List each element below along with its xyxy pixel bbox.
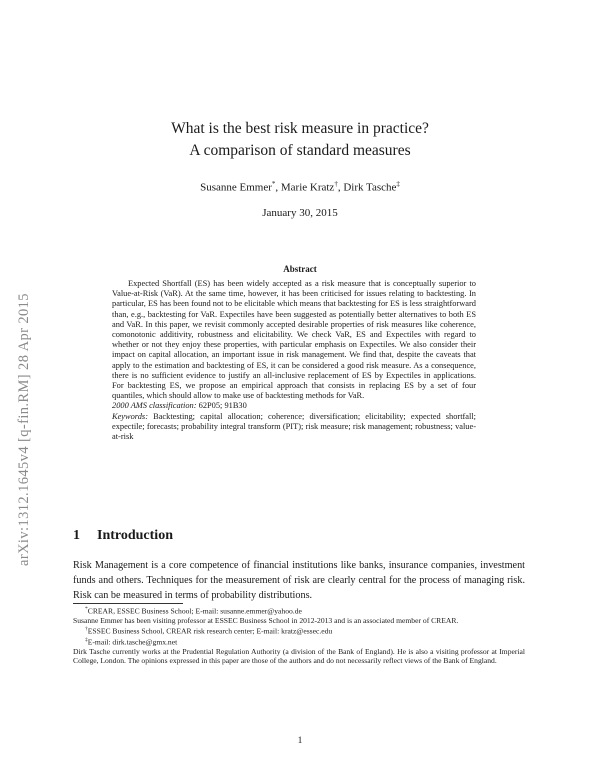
section-number: 1 <box>73 528 80 543</box>
introduction-paragraph: Risk Management is a core competence of financial institutions like banks, insurance companies, investment funds and others. Techniques for the measurement of risk are clearly central for the process of managing risk. Risk can be measured in terms of probability distributions. <box>73 560 525 601</box>
ams-classification-value: 62P05; 91B30 <box>198 401 247 411</box>
footnote-1-mark: * <box>85 606 88 612</box>
author-footnote-mark: † <box>334 180 338 188</box>
paper-title <box>0 118 600 162</box>
footnote-1 <box>73 605 525 616</box>
footnote-2-mark: † <box>85 626 88 633</box>
abstract-body: Expected Shortfall (ES) has been widely accepted as a risk measure that is conceptually superior to Value-at-Risk (VaR). At the same time, however, it has been criticised for issues relating to backtesting. In particular, ES has been found not to be elicitable which means that backtesting for ES is less straightforward than, e.g., backtesting for VaR. Expectiles have been suggested as potentially better alternatives to both ES and VaR. In this paper, we revisit commonly accepted desirable properties of risk measures like coherence, comonotonic additivity, robustness and elicitability. We check VaR, ES and Expectiles with regard to whether or not they enjoy these properties, with particular emphasis on Expectiles. We also consider their impact on capital allocation, an important issue in risk management. We find that, despite the caveats that apply to the estimation and backtesting of ES, it can be considered a good risk measure. As a consequence, there is no sufficient evidence to justify an all-inclusive replacement of ES by Expectiles in applications. For backtesting ES, we propose an empirical approach that consists in replacing ES by a set of four quantiles, which should allow to make use of backtesting methods for VaR. <box>112 279 476 401</box>
author-footnote-mark: * <box>271 180 276 188</box>
section-title: Introduction <box>97 528 173 543</box>
footnote-1-continuation: Susanne Emmer has been visiting professor at ESSEC Business School in 2012-2013 and is an associated member of CREAR. <box>73 615 459 625</box>
footnotes-block <box>73 605 525 665</box>
author-list: Susanne Emmer*, Marie Kratz†, Dirk Tasche‡ <box>200 180 400 194</box>
ams-classification <box>112 401 476 411</box>
abstract-block <box>112 279 476 442</box>
footnote-rule <box>73 603 183 604</box>
section-heading <box>73 528 173 544</box>
keywords-value: Backtesting; capital allocation; coherence; diversification; elicitability; expected shortfall; expectile; forecasts; probability integral transform (PIT); risk measure; risk management; robustness; value-at-risk <box>112 411 477 442</box>
author-footnote-mark: ‡ <box>396 180 400 188</box>
footnote-3-continuation: Dirk Tasche currently works at the Prudential Regulation Authority (a division of the Bank of England). He is also a visiting professor at Imperial College, London. The opinions expressed in this paper are those of the authors and do not necessarily reflect views of the Bank of England. <box>73 646 525 666</box>
keywords <box>112 412 476 443</box>
keywords-label: Keywords: <box>112 411 148 421</box>
paper-date: January 30, 2015 <box>262 207 338 219</box>
title-line-1: What is the best risk measure in practice? <box>171 120 429 137</box>
arxiv-identifier-stamp: arXiv:1312.1645v4 [q-fin.RM] 28 Apr 2015 <box>16 293 32 566</box>
author-name: Susanne Emmer <box>200 181 272 194</box>
footnote-3 <box>73 636 525 647</box>
ams-classification-label: 2000 AMS classification: <box>112 401 197 411</box>
footnote-1-text: CREAR, ESSEC Business School; E-mail: susanne.emmer@yahoo.de <box>87 606 302 616</box>
author-name: Marie Kratz <box>280 181 335 194</box>
footnote-2-text: ESSEC Business School, CREAR risk research center; E-mail: kratz@essec.edu <box>87 626 333 636</box>
footnote-2 <box>73 625 525 636</box>
footnote-3-text: E-mail: dirk.tasche@gmx.net <box>87 637 178 647</box>
abstract-heading: Abstract <box>283 264 317 274</box>
footnote-3-mark: ‡ <box>85 636 88 643</box>
page-number: 1 <box>297 736 303 746</box>
title-line-2: A comparison of standard measures <box>189 142 411 159</box>
author-name: Dirk Tasche <box>343 181 397 194</box>
